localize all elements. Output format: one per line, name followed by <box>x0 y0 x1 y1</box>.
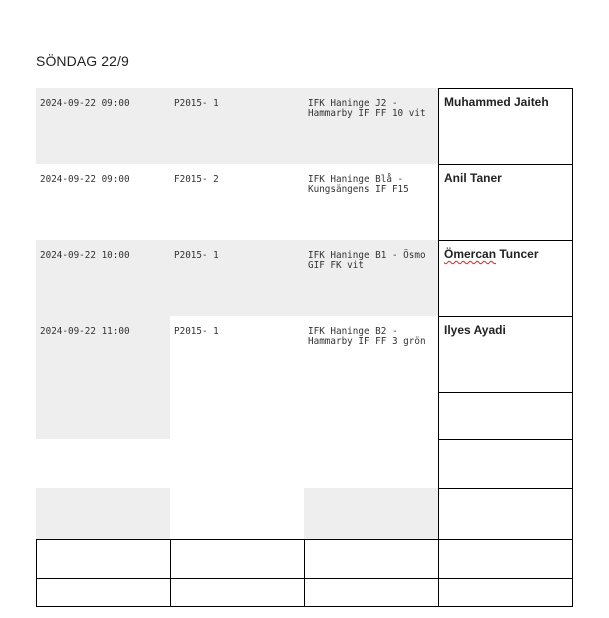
table-row-1-match: IFK Haninge J2 - Hammarby IF FF 10 vit <box>308 98 426 119</box>
table-border <box>572 88 573 607</box>
table-row-3-match: IFK Haninge B1 - Ösmo GIF FK vit <box>308 250 432 271</box>
table-row-3-datetime: 2024-09-22 10:00 <box>40 250 130 261</box>
table-row-4-referee <box>438 316 572 337</box>
table-border <box>438 539 439 607</box>
table-border <box>438 88 573 89</box>
table-row-3-category: P2015- 1 <box>174 250 219 261</box>
referee-name: Tuncer <box>496 247 539 261</box>
table-row-4-datetime: 2024-09-22 11:00 <box>40 326 130 337</box>
table-row-1-category: P2015- 1 <box>174 98 219 109</box>
table-border <box>438 439 573 440</box>
table-row-4-category: P2015- 1 <box>174 326 219 337</box>
table-border <box>438 316 573 317</box>
page-heading: SÖNDAG 22/9 <box>36 53 129 69</box>
row-7-date-shade <box>36 488 170 539</box>
table-border <box>170 539 171 607</box>
table-row-2-referee <box>438 164 572 185</box>
row-7-match-shade <box>304 488 438 539</box>
table-border <box>438 392 573 393</box>
table-row-2-category: F2015- 2 <box>174 174 219 185</box>
table-row-1-datetime: 2024-09-22 09:00 <box>40 98 130 109</box>
table-row-2-datetime: 2024-09-22 09:00 <box>40 174 130 185</box>
referee-name: Anil Taner <box>444 171 502 185</box>
table-border <box>438 88 439 540</box>
table-row-1-referee <box>438 88 572 109</box>
table-border <box>304 539 305 607</box>
table-row-4-match: IFK Haninge B2 - Hammarby IF FF 3 grön <box>308 326 426 347</box>
table-border <box>438 240 573 241</box>
table-border <box>438 488 573 489</box>
table-border <box>438 164 573 165</box>
table-row-2-match: IFK Haninge Blå - Kungsängens IF F15 <box>308 174 409 195</box>
referee-name-marked: Ömercan <box>444 247 497 261</box>
referee-name: Ilyes Ayadi <box>444 323 506 337</box>
table-row-3-referee <box>438 240 572 261</box>
referee-name: Muhammed Jaiteh <box>444 95 549 109</box>
table-border <box>36 539 37 607</box>
